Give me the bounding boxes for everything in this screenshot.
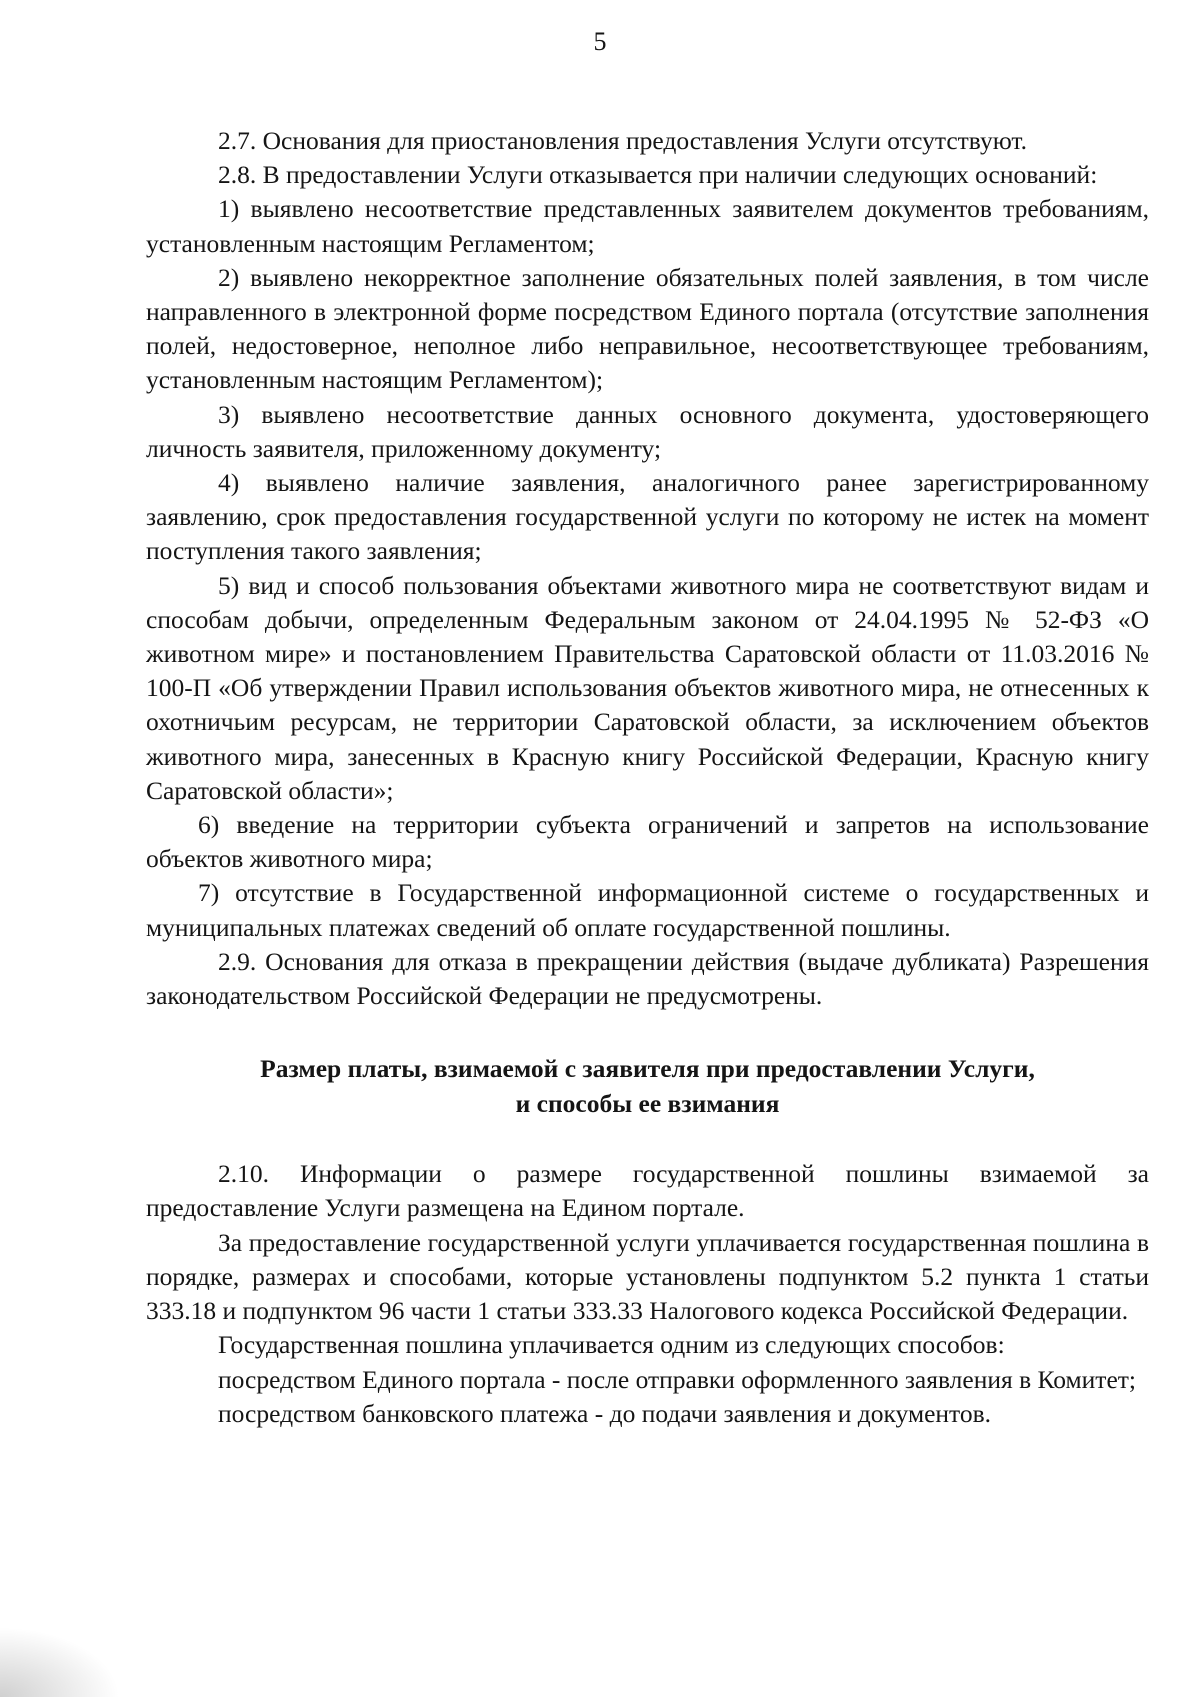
paragraphs-after-heading <box>146 1157 1149 1431</box>
paragraph: 1) выявлено несоответствие представленных заявителем документов требованиям, установленным настоящим Регламентом; <box>146 194 1149 258</box>
paragraph: 6) введение на территории субъекта ограничений и запретов на использование объектов животного мира; <box>146 810 1149 874</box>
paragraph: 2.9. Основания для отказа в прекращении действия (выдаче дубликата) Разрешения законодательством Российской Федерации не предусмотрены. <box>146 946 1149 1011</box>
paragraph: 2.7. Основания для приостановления предоставления Услуги отсутствуют. <box>218 126 1028 155</box>
paragraph: 2.8. В предоставлении Услуги отказывается при наличии следующих оснований: <box>218 160 1098 190</box>
page-number: 5 <box>593 27 607 56</box>
scan-artifact <box>0 1627 120 1697</box>
paragraph: посредством Единого портала - после отправки оформленного заявления в Комитет; <box>218 1364 1136 1394</box>
paragraph: 2) выявлено некорректное заполнение обязательных полей заявления, в том числе направленного в электронной форме посредством Единого портала (отсутствие заполнения полей, недостоверное, неполное либо неправильное, несоответствующее требованиям, установленным настоящим Регламентом); <box>146 262 1149 395</box>
paragraph: 2.10. Информации о размере государственной пошлины взимаемой за предоставление Услуги размещена на Едином портале. <box>146 1159 1149 1223</box>
section-heading <box>146 1051 1149 1121</box>
section-heading-line-2: и способы ее взимания <box>515 1089 780 1119</box>
paragraph: 5) вид и способ пользования объектами животного мира не соответствуют видам и способам добычи, определенным Федеральным законом от 24.04.1995 № 52-ФЗ «О животном мире» и постановлением Правительства Саратовской области от 11.03.2016 № 100-П «Об утверждении Правил использования объектов животного мира, не отнесенных к охотничьим ресурсам, не территории Саратовской области, за исключением объектов животного мира, занесенных в Красную книгу Российской Федерации, Красную книгу Саратовской области»; <box>146 570 1149 805</box>
paragraph: Государственная пошлина уплачивается одним из следующих способов: <box>218 1330 1005 1360</box>
document-body <box>146 124 1149 1431</box>
paragraphs-before-heading <box>146 124 1149 1013</box>
paragraph: За предоставление государственной услуги уплачивается государственная пошлина в порядке, размерах и способами, которые установлены подпунктом 5.2 пункта 1 статьи 333.18 и подпунктом 96 части 1 статьи 333.33 Налогового кодекса Российской Федерации. <box>146 1227 1149 1326</box>
section-heading-line-1: Размер платы, взимаемой с заявителя при предоставлении Услуги, <box>260 1054 1035 1084</box>
paragraph: 4) выявлено наличие заявления, аналогичного ранее зарегистрированному заявлению, срок предоставления государственной услуги по которому не истек на момент поступления такого заявления; <box>146 468 1149 566</box>
paragraph: 3) выявлено несоответствие данных основного документа, удостоверяющего личность заявителя, приложенному документу; <box>146 399 1149 463</box>
paragraph: посредством банковского платежа - до подачи заявления и документов. <box>218 1398 992 1428</box>
paragraph: 7) отсутствие в Государственной информационной системе о государственных и муниципальных платежах сведений об оплате государственной пошлины. <box>146 878 1149 942</box>
